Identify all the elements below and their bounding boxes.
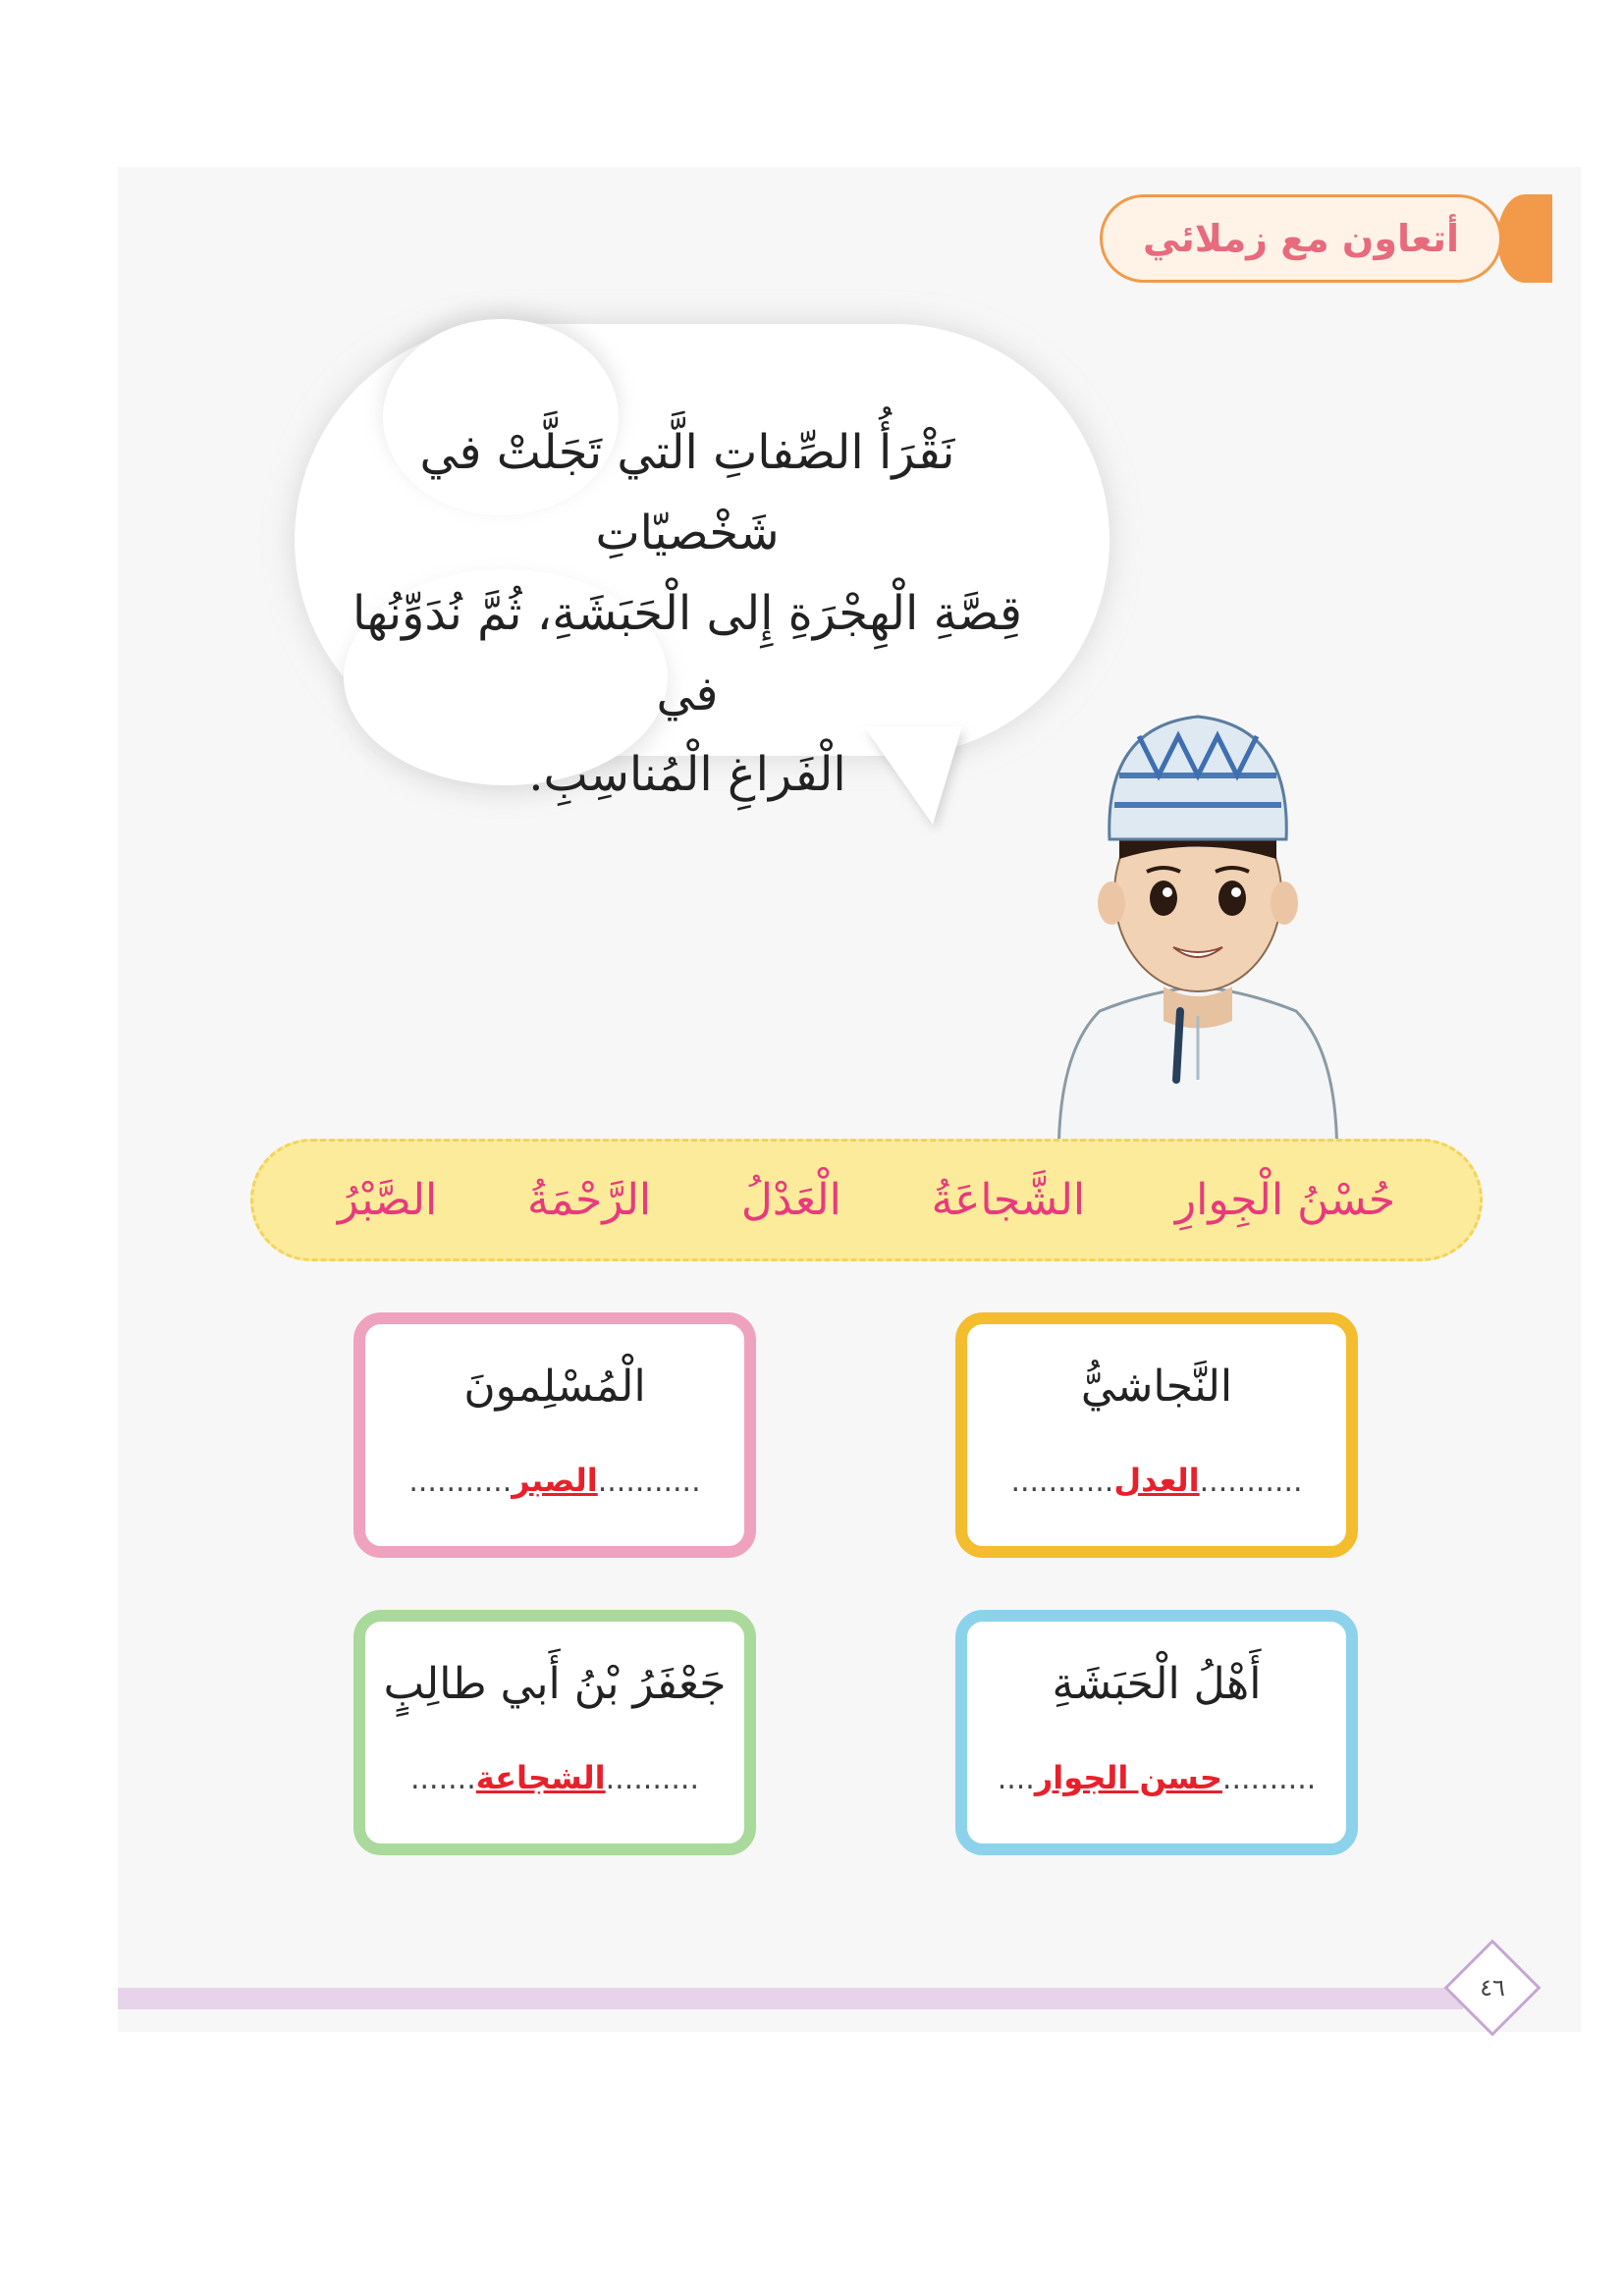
answer-text: حسن الجوار	[1034, 1759, 1222, 1796]
footer-bar	[118, 1988, 1463, 2009]
dotted-line: ..........	[605, 1762, 700, 1796]
dotted-line: .......	[409, 1762, 476, 1796]
character-card	[353, 1312, 756, 1558]
instruction-line: الْفَراغِ الْمُناسِبِ.	[528, 747, 846, 802]
dotted-line: ....	[997, 1762, 1035, 1796]
character-name: الْمُسْلِمونَ	[463, 1362, 646, 1412]
dotted-line: ...........	[408, 1465, 513, 1499]
character-name: جَعْفَرُ بْنُ أَبي طالِبٍ	[383, 1659, 727, 1709]
character-name: أَهْلُ الْحَبَشَةِ	[1052, 1659, 1262, 1709]
page-number: ٤٦	[1480, 1974, 1505, 2002]
word-bank-item: الرَّحْمَةُ	[526, 1175, 652, 1225]
header-ornament	[1497, 194, 1552, 283]
character-name: النَّجاشيُّ	[1080, 1362, 1233, 1412]
character-card	[955, 1312, 1358, 1558]
boy-illustration	[1041, 667, 1355, 1198]
dotted-line: ..........	[1221, 1762, 1317, 1796]
character-card	[353, 1610, 756, 1855]
word-bank-item: حُسْنُ الْجِوارِ	[1174, 1175, 1396, 1225]
answer-text: الصبر	[512, 1462, 598, 1499]
instruction-line: نَقْرَأُ الصِّفاتِ الَّتي تَجَلَّتْ في شَخْصيّاتِ	[419, 425, 955, 561]
answer-line[interactable]	[997, 1462, 1317, 1499]
dotted-line: ...........	[1010, 1465, 1114, 1499]
word-bank	[250, 1139, 1483, 1261]
word-bank-item: الصَّبْرُ	[337, 1175, 438, 1225]
answer-line[interactable]	[997, 1759, 1317, 1796]
section-title: أتعاون مع زملائي	[1100, 194, 1502, 283]
answer-text: العدل	[1113, 1462, 1200, 1499]
answer-text: الشجاعة	[475, 1759, 606, 1796]
dotted-line: ...........	[597, 1465, 701, 1499]
instruction-line: قِصَّةِ الْهِجْرَةِ إِلى الْحَبَشَةِ، ثُمَّ نُدَوِّنُها في	[352, 586, 1022, 721]
word-bank-item: الْعَدْلُ	[740, 1175, 841, 1225]
answer-line[interactable]	[395, 1462, 715, 1499]
dotted-line: ...........	[1199, 1465, 1303, 1499]
instruction-text	[334, 412, 1041, 815]
word-bank-item: الشَّجاعَةُ	[931, 1175, 1086, 1225]
answer-line[interactable]	[395, 1759, 715, 1796]
character-card	[955, 1610, 1358, 1855]
